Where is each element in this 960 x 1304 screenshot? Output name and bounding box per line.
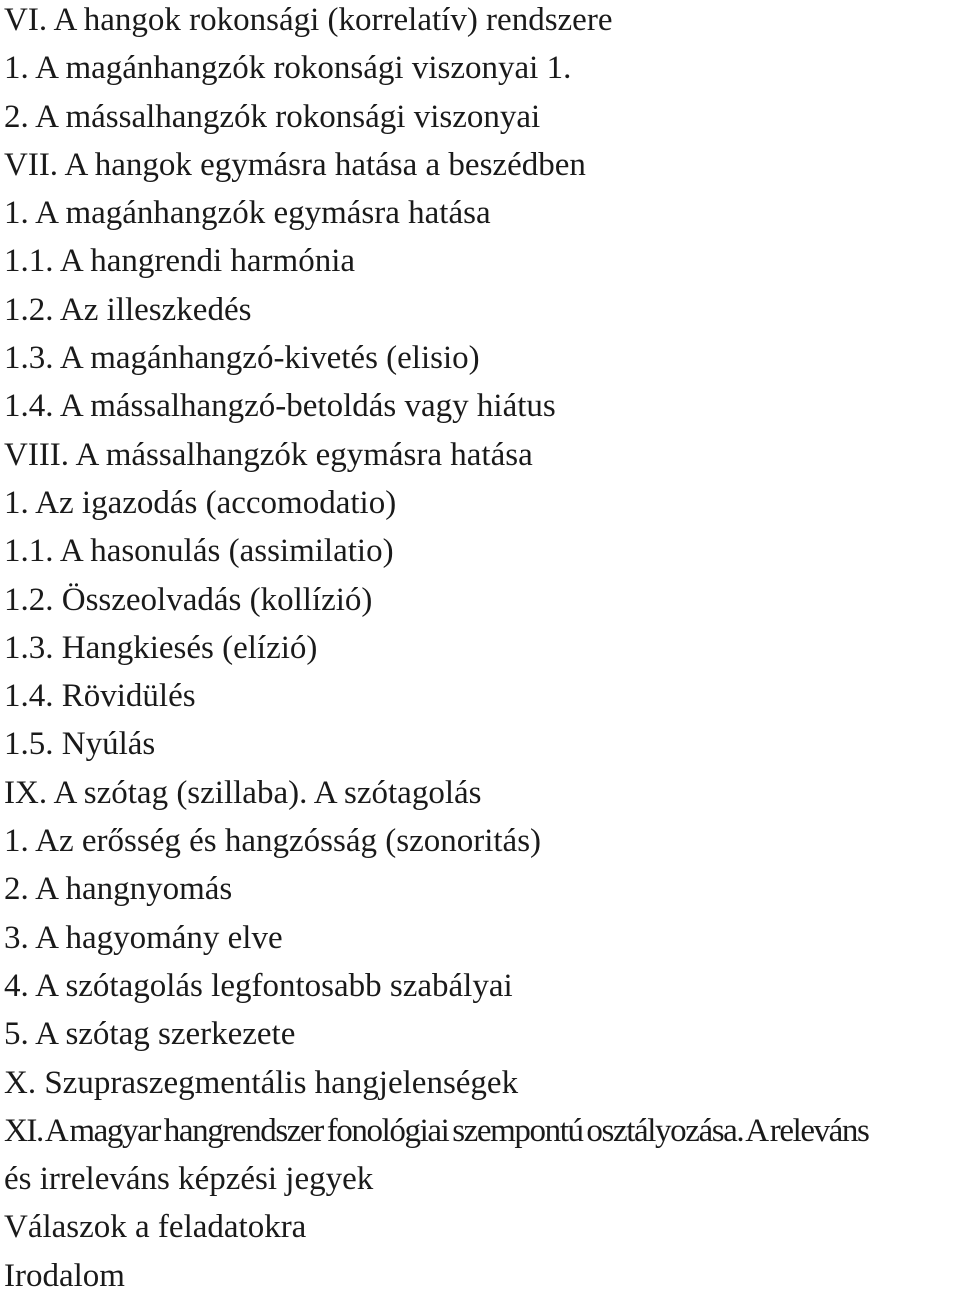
toc-line: 1.1. A hangrendi harmónia <box>4 243 356 280</box>
toc-line: IX. A szótag (szillaba). A szótagolás <box>4 774 482 811</box>
toc-line: 1.2. Az illeszkedés <box>4 291 252 328</box>
toc-line: 2. A mássalhangzók rokonsági viszonyai <box>4 98 541 135</box>
toc-line: XI. A magyar hangrendszer fonológiai szempontú osztályozása. A releváns <box>4 1112 869 1149</box>
toc-line: 4. A szótagolás legfontosabb szabályai <box>4 967 513 1004</box>
toc-line: VII. A hangok egymásra hatása a beszédben <box>4 146 586 183</box>
toc-line: 1. Az erősség és hangzósság (szonoritás) <box>4 823 542 860</box>
toc-line: Válaszok a feladatokra <box>4 1209 307 1246</box>
toc-line: 1.3. A magánhangzó-kivetés (elisio) <box>4 340 480 377</box>
toc-line: 1.2. Összeolvadás (kollízió) <box>4 581 373 618</box>
toc-line: 5. A szótag szerkezete <box>4 1016 296 1053</box>
toc-line: és irreleváns képzési jegyek <box>4 1161 374 1198</box>
toc-line: 1.4. Rövidülés <box>4 678 196 715</box>
toc-line: Irodalom <box>4 1257 125 1294</box>
toc-line: 1.4. A mássalhangzó-betoldás vagy hiátus <box>4 388 556 425</box>
toc-line: 1.3. Hangkiesés (elízió) <box>4 629 318 666</box>
toc-line: VIII. A mássalhangzók egymásra hatása <box>4 436 533 473</box>
toc-line: X. Szupraszegmentális hangjelenségek <box>4 1064 519 1101</box>
toc-line: 1.5. Nyúlás <box>4 726 156 763</box>
table-of-contents <box>4 0 956 1304</box>
toc-line: VI. A hangok rokonsági (korrelatív) rendszere <box>4 2 613 38</box>
toc-line: 1. A magánhangzók rokonsági viszonyai 1. <box>4 50 572 87</box>
toc-line: 1.1. A hasonulás (assimilatio) <box>4 533 394 570</box>
toc-line: 1. A magánhangzók egymásra hatása <box>4 195 491 232</box>
toc-line: 1. Az igazodás (accomodatio) <box>4 484 397 521</box>
toc-line: 2. A hangnyomás <box>4 871 233 908</box>
toc-line: 3. A hagyomány elve <box>4 919 283 956</box>
